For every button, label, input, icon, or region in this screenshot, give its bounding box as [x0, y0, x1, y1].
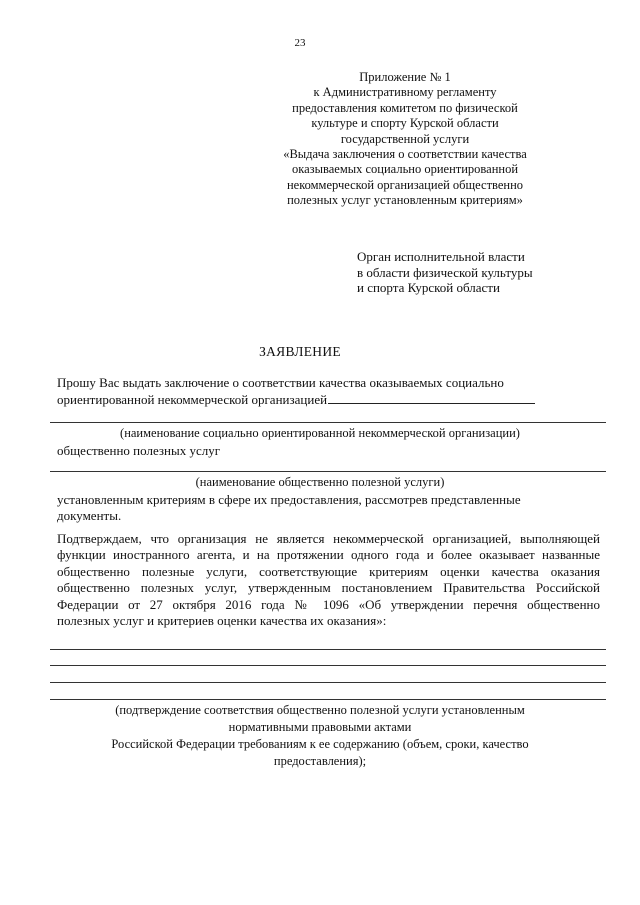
organization-blank-field[interactable] — [328, 402, 535, 404]
caption-service: (наименование общественно полезной услуги) — [195, 475, 445, 489]
confirmation-line: общественно полезные услуги, соответствующие критериям оценки качества оказания — [57, 563, 600, 579]
recipient-block — [357, 249, 533, 296]
caption-confirmation: нормативными правовыми актами — [228, 720, 412, 734]
confirmation-line: общественно полезных услуг, утвержденным постановлением Правительства Российской — [57, 580, 600, 596]
appendix-line: Приложение № 1 — [359, 70, 451, 84]
criteria-line: документы. — [57, 508, 122, 524]
confirmation-blank-line[interactable] — [50, 699, 606, 700]
appendix-header — [255, 70, 555, 209]
page-number: 23 — [294, 37, 306, 49]
confirmation-line: Подтверждаем, что организация не является некоммерческой организацией, выполняющей — [57, 531, 600, 546]
criteria-line: установленным критериям в сфере их предоставления, рассмотрев представленные — [57, 492, 521, 507]
appendix-line: полезных услуг установленным критериям» — [287, 193, 523, 208]
confirmation-blank-line[interactable] — [50, 649, 606, 650]
appendix-line: «Выдача заключения о соответствии качества — [283, 147, 527, 162]
confirmation-line: функции иностранного агента, и на протяжении одного года и более оказывает названные — [57, 547, 600, 563]
request-line-1: Прошу Вас выдать заключение о соответствии качества оказываемых социально — [57, 375, 504, 390]
appendix-line: предоставления комитетом по физической — [292, 100, 518, 115]
appendix-line: оказываемых социально ориентированной — [291, 162, 519, 177]
request-text: ориентированной некоммерческой организацией — [57, 392, 328, 407]
recipient-line: и спорта Курской области — [357, 280, 500, 295]
confirmation-blank-line[interactable] — [50, 665, 606, 666]
confirmation-blank-line[interactable] — [50, 682, 606, 683]
useful-services-text: общественно полезных услуг — [57, 443, 221, 458]
confirmation-line: Федерации от 27 октября 2016 года № 1096 «Об утверждении перечня общественно — [57, 596, 600, 612]
service-name-line[interactable] — [50, 471, 606, 472]
caption-confirmation: предоставления); — [273, 754, 367, 768]
caption-confirmation: (подтверждение соответствия общественно полезной услуги установленным — [115, 703, 525, 717]
confirmation-line: полезных услуг и критериев оценки качества их оказания»: — [57, 613, 387, 629]
criteria-paragraph — [57, 492, 600, 525]
recipient-line: в области физической культуры — [357, 264, 533, 280]
appendix-line: некоммерческой организацией общественно — [286, 177, 524, 192]
request-line-2 — [57, 392, 535, 408]
caption-organization: (наименование социально ориентированной некоммерческой организации) — [120, 426, 520, 440]
caption-confirmation: Российской Федерации требованиям к ее содержанию (объем, сроки, качество — [111, 737, 529, 751]
appendix-line: государственной услуги — [340, 131, 470, 146]
appendix-line: к Административному регламенту — [313, 85, 497, 100]
confirmation-paragraph — [57, 531, 600, 629]
document-title: ЗАЯВЛЕНИЕ — [259, 344, 341, 359]
recipient-line: Орган исполнительной власти — [357, 249, 525, 264]
appendix-line: культуре и спорту Курской области — [311, 116, 499, 131]
organization-name-line[interactable] — [50, 422, 606, 423]
